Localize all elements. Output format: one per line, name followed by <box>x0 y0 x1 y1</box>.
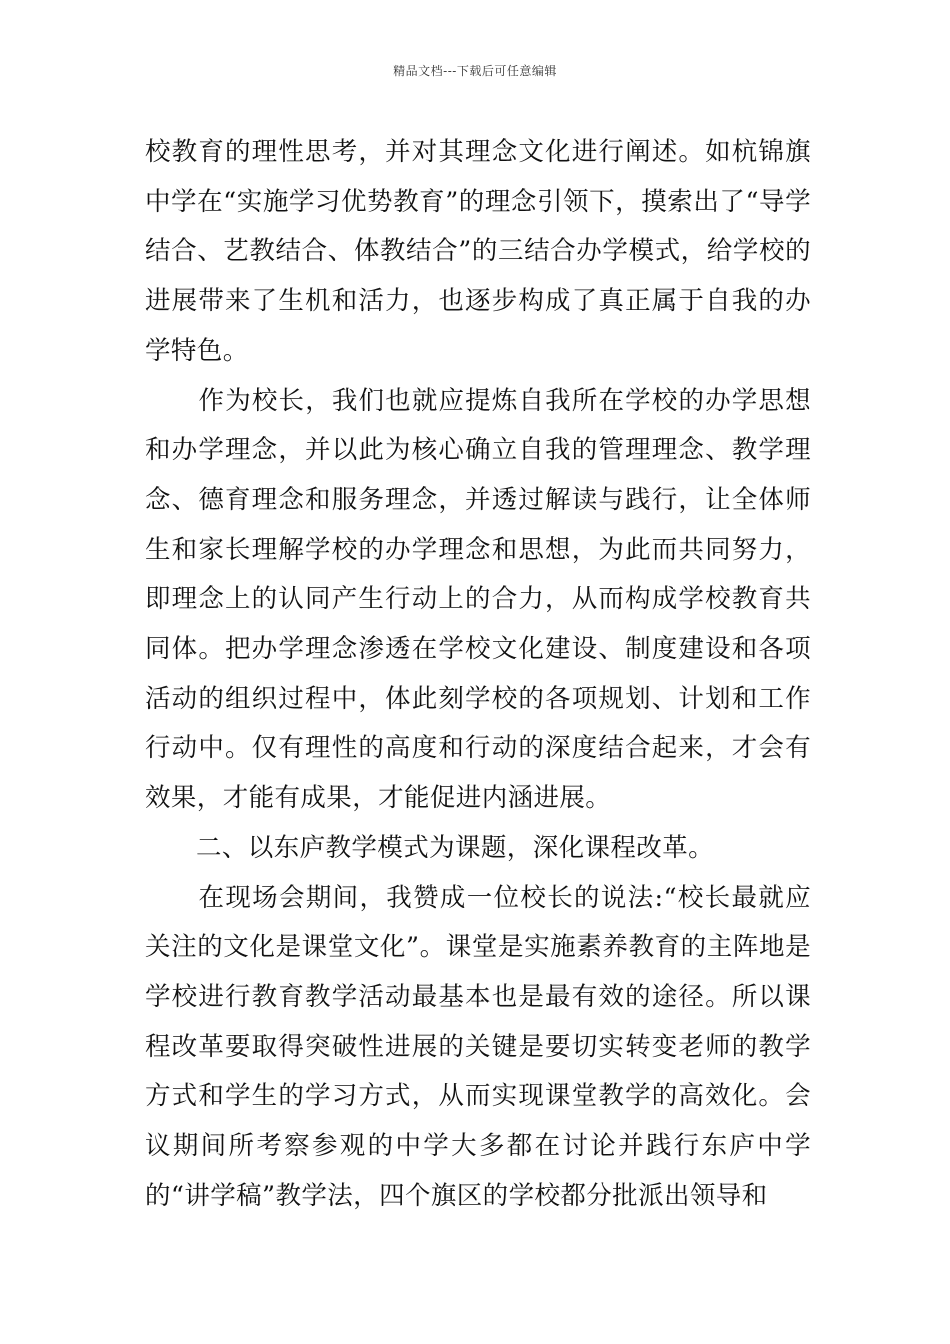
paragraph-continuation: 校教育的理性思考，并对其理念文化进行阐述。如杭锦旗中学在“实施学习优势教育”的理念引领下，摸索出了“导学结合、艺教结合、体教结合”的三结合办学模式，给学校的进展带来了生机和活力，也逐步构成了真正属于自我的办学特色。 <box>145 137 811 366</box>
paragraph-classroom-culture: 在现场会期间，我赞成一位校长的说法:“校长最就应关注的文化是课堂文化”。课堂是实施素养教育的主阵地是学校进行教育教学活动最基本也是最有效的途径。所以课程改革要取得突破性进展的关键是要切实转变老师的教学方式和学生的学习方式，从而实现课堂教学的高效化。会议期间所考察参观的中学大多都在讨论并践行东庐中学的“讲学稿”教学法，四个旗区的学校都分批派出领导和 <box>145 882 811 1211</box>
section-heading: 二、以东庐教学模式为课题，深化课程改革。 <box>196 832 715 863</box>
paragraph-principal-role: 作为校长，我们也就应提炼自我所在学校的办学思想和办学理念，并以此为核心确立自我的管理理念、教学理念、德育理念和服务理念，并透过解读与践行，让全体师生和家长理解学校的办学理念和思想，为此而共同努力，即理念上的认同产生行动上的合力，从而构成学校教育共同体。把办学理念渗透在学校文化建设、制度建设和各项活动的组织过程中，体此刻学校的各项规划、计划和工作行动中。仅有理性的高度和行动的深度结合起来，才会有效果，才能有成果，才能促进内涵进展。 <box>145 385 811 814</box>
document-body <box>145 128 811 1221</box>
page-header: 精品文档---下载后可任意编辑 <box>393 64 557 78</box>
